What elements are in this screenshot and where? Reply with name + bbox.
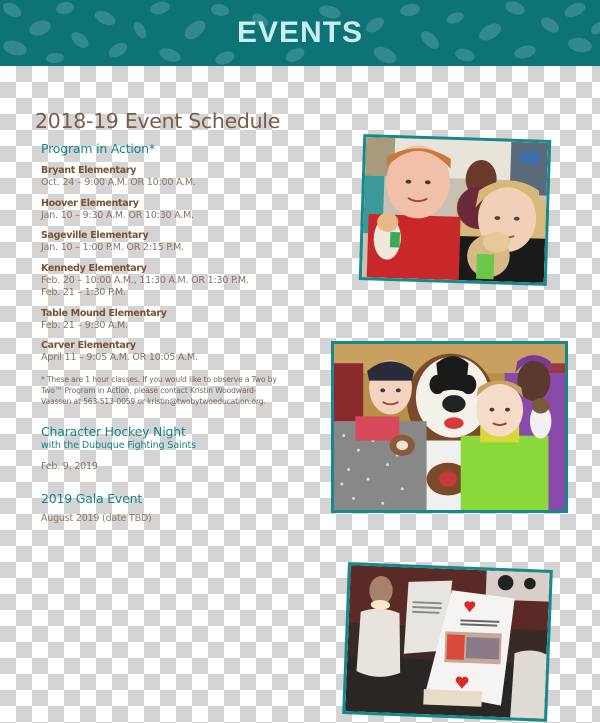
photo-classroom-kids bbox=[359, 134, 551, 286]
school-entry-carver bbox=[41, 340, 335, 365]
program-in-action-title: Program in Action* bbox=[41, 141, 155, 156]
school-time: Oct. 24 – 9:00 A.M. OR 10:00 A.M. bbox=[41, 177, 196, 188]
hockey-night-subtitle: with the Dubuque Fighting Saints bbox=[41, 439, 196, 451]
school-name: Sageville Elementary bbox=[41, 230, 149, 241]
gala-title: 2019 Gala Event bbox=[41, 490, 143, 506]
school-time: April 11 – 9:05 A.M. OR 10:05 A.M. bbox=[41, 352, 198, 363]
school-name: Kennedy Elementary bbox=[41, 262, 147, 274]
program-note: * These are 1 hour classes. If you would like to observe a Two by Two™ Program in Action, please contact Kristin Woodward-Vaassen at 563-513-0059 or kristin@twobytwoeducation.org. bbox=[41, 374, 277, 406]
school-time: Feb. 21 – 9:30 A.M. bbox=[41, 319, 128, 331]
school-time: Feb. 21 – 1:30 P.M. bbox=[41, 287, 126, 298]
events-banner bbox=[0, 0, 600, 66]
school-time: Jan. 10 – 1:00 P.M. OR 2:15 P.M. bbox=[41, 242, 184, 253]
school-entry-sageville bbox=[41, 230, 335, 255]
school-entry-bryant bbox=[41, 165, 335, 190]
gala-photo-image bbox=[345, 565, 549, 719]
hockey-night-event bbox=[35, 424, 335, 473]
school-entry-table-mound bbox=[41, 308, 335, 333]
banner-title: EVENTS bbox=[236, 16, 364, 49]
school-entry-hoover bbox=[41, 198, 335, 223]
event-schedule bbox=[35, 108, 335, 525]
gala-date: August 2019 (date TBD) bbox=[41, 512, 152, 524]
photo-gala-table bbox=[342, 562, 553, 722]
school-time: Feb. 20 – 10:00 A.M., 11:30 A.M. OR 1:30 P.M. bbox=[41, 274, 249, 286]
page-title: 2018-19 Event Schedule bbox=[35, 109, 281, 133]
gala-event bbox=[35, 491, 335, 525]
photo-mascot-kids bbox=[331, 341, 568, 513]
hockey-night-title: Character Hockey Night bbox=[41, 423, 186, 439]
school-time: Jan. 10 – 9:30 A.M. OR 10:30 A.M. bbox=[41, 209, 194, 221]
school-name: Hoover Elementary bbox=[41, 197, 139, 209]
school-name: Table Mound Elementary bbox=[41, 307, 167, 319]
mascot-photo-image bbox=[334, 344, 565, 510]
school-entry-kennedy bbox=[41, 263, 335, 300]
school-name: Carver Elementary bbox=[41, 340, 136, 351]
school-name: Bryant Elementary bbox=[41, 165, 137, 176]
classroom-photo-image bbox=[362, 137, 548, 283]
hockey-night-date: Feb. 9, 2019 bbox=[41, 460, 98, 472]
